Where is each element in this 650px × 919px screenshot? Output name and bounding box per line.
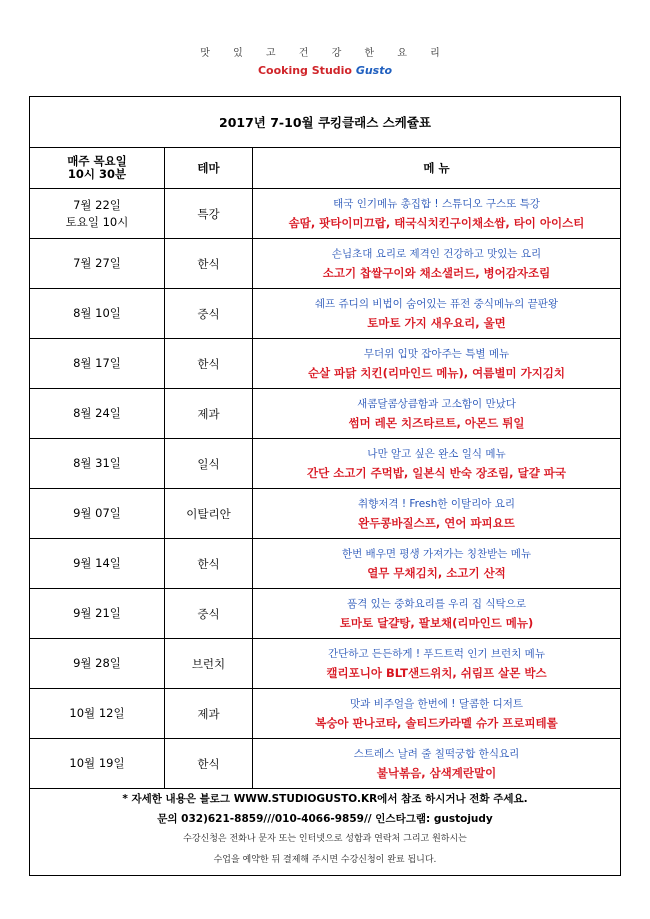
menu-dishes: 불낙볶음, 삼색계란말이	[376, 765, 497, 780]
table-header-row	[30, 148, 621, 189]
class-theme: 중식	[165, 289, 253, 339]
table-row	[30, 589, 621, 639]
menu-dishes: 소고기 찹쌀구이와 채소샐러드, 병어감자조림	[322, 265, 551, 280]
menu-description: 새콤달콤상큼함과 고소함이 만났다	[357, 397, 516, 410]
table-row	[30, 539, 621, 589]
menu-description: 한번 배우면 평생 가져가는 칭찬받는 메뉴	[341, 547, 532, 560]
class-date: 8월 24일	[30, 389, 165, 439]
class-date: 9월 07일	[30, 489, 165, 539]
footer-contact: 문의 032)621-8859///010-4066-9859// 인스타그램: gustojudy	[157, 813, 493, 825]
footer-info	[30, 789, 621, 876]
class-date: 9월 28일	[30, 639, 165, 689]
class-date	[30, 189, 165, 239]
menu-description: 맛과 비주얼을 한번에 ! 달콤한 디저트	[349, 697, 524, 710]
class-date: 7월 27일	[30, 239, 165, 289]
class-date: 10월 19일	[30, 739, 165, 789]
menu-description: 무더위 입맛 잡아주는 특별 메뉴	[363, 347, 510, 360]
class-date: 8월 10일	[30, 289, 165, 339]
table-row	[30, 389, 621, 439]
tagline: 맛 있 고 건 강 한 요 리	[200, 48, 450, 59]
class-date: 9월 21일	[30, 589, 165, 639]
footer-registration-line1: 수강신청은 전화나 문자 또는 인터넷으로 성함과 연락처 그리고 원하시는	[183, 834, 467, 844]
footer-registration-line2: 수업을 예약한 뒤 결제해 주시면 수강신청이 완료 됩니다.	[213, 855, 437, 865]
menu-dishes: 복숭아 판나코타, 솔티드카라멜 슈가 프로피테롤	[315, 715, 558, 730]
table-row	[30, 689, 621, 739]
class-theme: 브런치	[165, 639, 253, 689]
menu-dishes: 캘리포니아 BLT샌드위치, 쉬림프 살몬 박스	[326, 665, 547, 680]
menu-dishes: 순살 파닭 치킨(리마인드 메뉴), 여름별미 가지김치	[307, 365, 566, 380]
class-theme: 이탈리안	[165, 489, 253, 539]
class-theme: 한식	[165, 339, 253, 389]
class-theme: 특강	[165, 189, 253, 239]
menu-description: 취향저격 ! Fresh한 이탈리아 요리	[357, 497, 516, 510]
class-theme: 한식	[165, 739, 253, 789]
class-menu	[253, 639, 621, 689]
class-menu	[253, 389, 621, 439]
header-date	[30, 148, 165, 189]
class-menu	[253, 339, 621, 389]
class-menu	[253, 239, 621, 289]
menu-dishes: 완두콩바질스프, 연어 파피요뜨	[358, 515, 515, 530]
class-date: 8월 17일	[30, 339, 165, 389]
table-row	[30, 239, 621, 289]
table-row	[30, 489, 621, 539]
table-row	[30, 189, 621, 239]
menu-dishes: 솜땀, 팟타이미끄랍, 태국식치킨구이채소쌈, 타이 아이스티	[288, 215, 585, 230]
header-menu: 메 뉴	[253, 148, 621, 189]
class-theme: 제과	[165, 389, 253, 439]
page-header	[0, 44, 650, 77]
brand-main: Cooking Studio	[257, 64, 356, 77]
menu-dishes: 토마토 가지 새우요리, 울면	[367, 315, 506, 330]
brand-accent: Gusto	[355, 64, 393, 77]
class-menu	[253, 189, 621, 239]
class-menu	[253, 589, 621, 639]
header-date-line1: 매주 목요일	[67, 154, 127, 168]
table-row	[30, 439, 621, 489]
brand-name	[0, 64, 650, 77]
footer-note: * 자세한 내용은 블로그 WWW.STUDIOGUSTO.KR에서 참조 하시거나 전화 주세요.	[122, 793, 528, 805]
class-theme: 한식	[165, 539, 253, 589]
menu-description: 쉐프 쥬디의 비법이 숨어있는 퓨전 중식메뉴의 끝판왕	[314, 297, 559, 310]
class-date: 8월 31일	[30, 439, 165, 489]
menu-dishes: 간단 소고기 주먹밥, 일본식 반숙 장조림, 달걀 파국	[307, 465, 566, 480]
class-date: 10월 12일	[30, 689, 165, 739]
header-theme: 테마	[165, 148, 253, 189]
table-row	[30, 639, 621, 689]
menu-dishes: 썸머 레몬 치즈타르트, 아몬드 튀일	[348, 415, 525, 430]
menu-description: 손님초대 요리로 제격인 건강하고 맛있는 요리	[331, 247, 542, 260]
header-date-line2: 10시 30분	[67, 167, 127, 181]
menu-description: 태국 인기메뉴 총집합 ! 스튜디오 구스또 특강	[333, 197, 540, 210]
menu-description: 스트레스 날려 줄 칠떡궁합 한식요리	[353, 747, 520, 760]
table-row	[30, 289, 621, 339]
class-menu	[253, 539, 621, 589]
class-menu	[253, 489, 621, 539]
class-date-main: 7월 22일	[73, 197, 121, 212]
class-menu	[253, 739, 621, 789]
menu-description: 품격 있는 중화요리를 우리 집 식탁으로	[347, 597, 526, 610]
class-menu	[253, 689, 621, 739]
class-date: 9월 14일	[30, 539, 165, 589]
class-theme: 일식	[165, 439, 253, 489]
menu-dishes: 열무 무채김치, 소고기 산적	[367, 565, 506, 580]
class-theme: 제과	[165, 689, 253, 739]
table-row	[30, 739, 621, 789]
class-theme: 중식	[165, 589, 253, 639]
schedule-table	[29, 96, 621, 876]
class-menu	[253, 289, 621, 339]
class-date-extra: 토요일 10시	[65, 214, 129, 229]
menu-description: 나만 알고 싶은 완소 일식 메뉴	[367, 447, 506, 460]
class-menu	[253, 439, 621, 489]
menu-description: 간단하고 든든하게 ! 푸드트럭 인기 브런치 메뉴	[328, 647, 545, 660]
menu-dishes: 토마토 달걀탕, 팔보채(리마인드 메뉴)	[339, 615, 534, 630]
schedule-title: 2017년 7-10월 쿠킹클래스 스케쥴표	[30, 97, 621, 148]
table-row	[30, 339, 621, 389]
class-theme: 한식	[165, 239, 253, 289]
